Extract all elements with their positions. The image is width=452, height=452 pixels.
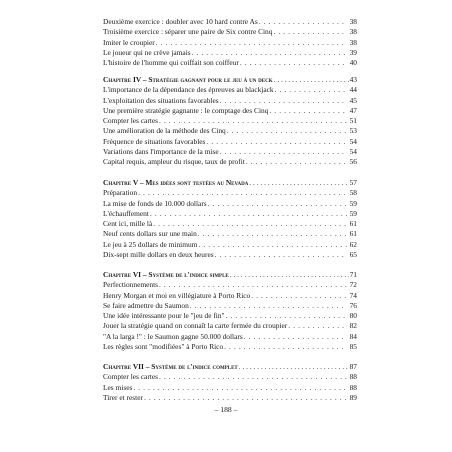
toc-entry: Le jeu à 25 dollars de minimum . . . 62 <box>103 240 357 250</box>
toc-entry: L'échauffement . . . 59 <box>103 209 357 219</box>
dot-leader <box>249 178 348 188</box>
dot-leader <box>220 96 347 106</box>
dot-leader <box>150 209 347 219</box>
chapter-heading: Chapitre VI – Système de l'indice simple . . . 71 <box>103 270 357 280</box>
dot-leader <box>215 250 347 260</box>
dot-leader <box>208 199 347 209</box>
dot-leader <box>273 27 347 37</box>
toc-entry: Variations dans l'importance de la mise . . . 54 <box>103 147 357 157</box>
page-number: – 188 – <box>214 405 238 414</box>
dot-leader <box>220 147 347 157</box>
toc-entry: La mise de fonds de 10.000 dollars . . . 59 <box>103 199 357 209</box>
dot-leader <box>274 75 349 85</box>
dot-leader <box>153 219 347 229</box>
dot-leader <box>240 58 347 68</box>
dot-leader <box>190 301 347 311</box>
toc-entry: Neuf cents dollars sur une main . . . 61 <box>103 229 357 239</box>
dot-leader <box>244 332 347 342</box>
toc-entry: Capital requis, ampleur du risque, taux de profit . . . 56 <box>103 157 357 167</box>
toc-entry: Imiter le croupier . . . 38 <box>103 38 357 48</box>
toc-entry: Troisième exercice : séparer une paire de Six contre Cinq . . . 38 <box>103 27 357 37</box>
dot-leader <box>230 270 349 280</box>
dot-leader <box>269 106 347 116</box>
chapter-4-section <box>103 75 357 168</box>
dot-leader <box>239 362 349 372</box>
toc-entry: L'exploitation des situations favorables . . . 45 <box>103 96 357 106</box>
toc-entry: Tirer et rester . . . 89 <box>103 393 357 403</box>
toc-entry: Compter les cartes . . . 51 <box>103 116 357 126</box>
dot-leader <box>227 126 347 136</box>
dot-leader <box>138 188 347 198</box>
chapter-5-section <box>103 178 357 260</box>
toc-entry: Perfectionnements . . . 72 <box>103 280 357 290</box>
toc-entry: Dix-sept mille dollars en deux heures . . . 65 <box>103 250 357 260</box>
toc-entry: Se faire admettre du Saumon . . . 76 <box>103 301 357 311</box>
dot-leader <box>159 372 347 382</box>
chapter-7-section <box>103 362 357 403</box>
dot-leader <box>288 321 347 331</box>
toc-entry: L'histoire de l'homme qui coiffait son coiffeur . . . 40 <box>103 58 357 68</box>
toc-entry: Compter les cartes . . . 88 <box>103 372 357 382</box>
dot-leader <box>259 17 347 27</box>
chapter-6-section <box>103 270 357 352</box>
toc-entry: Deuxième exercice : doubler avec 10 hard contre As . . . 38 <box>103 17 357 27</box>
toc-entry: L'importance de la dépendance des épreuves au blackjack . . . 44 <box>103 85 357 95</box>
toc-entry: Une idée intéressante pour le "jeu de fin" . . . 80 <box>103 311 357 321</box>
dot-leader <box>159 116 347 126</box>
chapter-heading: Chapitre IV – Stratégie gagnant pour le jeu à un deck . . . 43 <box>103 75 357 85</box>
dot-leader <box>246 157 347 167</box>
dot-leader <box>156 38 347 48</box>
dot-leader <box>206 137 347 147</box>
dot-leader <box>192 48 347 58</box>
toc-entry: Henry Morgan et moi en villégiature à Porto Rico . . . 74 <box>103 291 357 301</box>
toc-entry: Une première stratégie gagnante : le comptage des Cinq . . . 47 <box>103 106 357 116</box>
toc-entry: Fréquence de situations favorables . . . 54 <box>103 137 357 147</box>
dot-leader <box>198 240 347 250</box>
toc-entry: Les règles sont "modifiées" à Porto Rico . . . 85 <box>103 342 357 352</box>
toc-entry: "A la larga !" : le Saumon gagne 50.000 dollars . . . 84 <box>103 332 357 342</box>
toc-entry: Les mises . . . 88 <box>103 383 357 393</box>
toc-entry: Préparation . . . 58 <box>103 188 357 198</box>
toc-entry: Cent ici, mille là . . . 61 <box>103 219 357 229</box>
toc-top-block <box>103 17 357 68</box>
dot-leader <box>133 383 347 393</box>
dot-leader <box>275 85 347 95</box>
dot-leader <box>224 342 347 352</box>
dot-leader <box>251 291 347 301</box>
dot-leader <box>144 393 347 403</box>
dot-leader <box>226 311 347 321</box>
dot-leader <box>198 229 347 239</box>
dot-leader <box>159 280 347 290</box>
chapter-heading: Chapitre V – Mes idées sont testées au Nevada . . . 57 <box>103 178 357 188</box>
toc-entry: Une amélioration de la méthode des Cinq . . . 53 <box>103 126 357 136</box>
toc-entry: Jouer la stratégie quand on connaît la carte fermée du croupier . . . 82 <box>103 321 357 331</box>
toc-entry: Le joueur qui ne crève jamais . . . 39 <box>103 48 357 58</box>
chapter-heading: Chapitre VII – Système de l'indice complet . . . 87 <box>103 362 357 372</box>
